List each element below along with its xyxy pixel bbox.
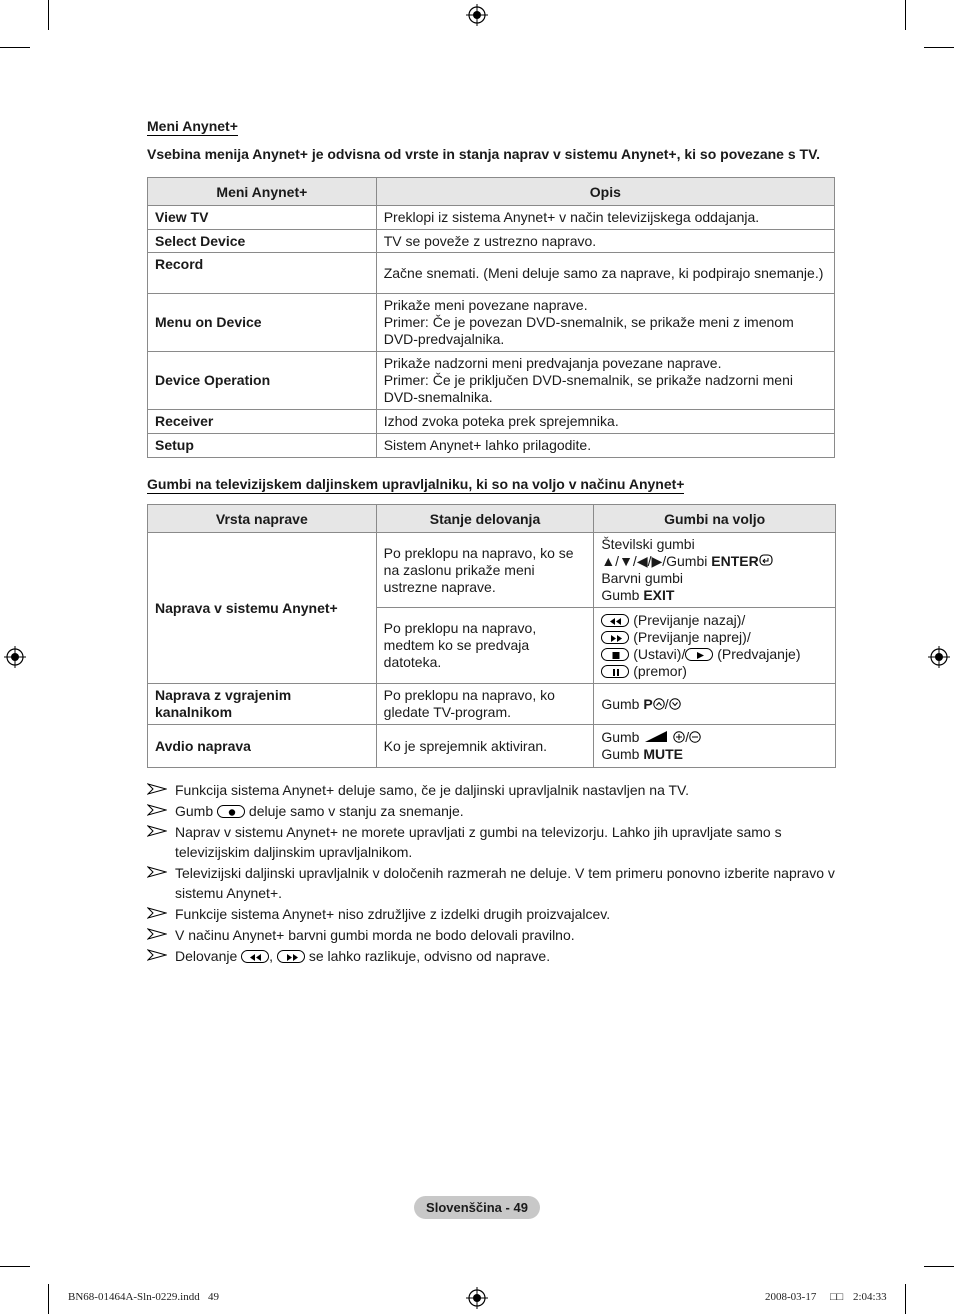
note-text: V načinu Anynet+ barvni gumbi morda ne bodo delovali pravilno. [175,927,575,943]
menu-item-desc: Preklopi iz sistema Anynet+ v način televizijskega oddajanja. [376,206,834,230]
note-text: , [269,948,274,964]
table-row [148,725,836,768]
buttons-text: (Previjanje nazaj)/ [633,611,746,628]
crop-mark [905,0,906,30]
note-item [147,925,837,945]
menu-item-name: Setup [148,434,377,458]
operation-state: Po preklopu na napravo, ko gledate TV-program. [376,684,594,725]
note-text: se lahko razlikuje, odvisno od naprave. [308,948,551,964]
operation-state: Po preklopu na napravo, medtem ko se predvaja datoteka. [376,608,594,684]
menu-item-desc-line: Prikaže nadzorni meni predvajanja povezane naprave. [383,355,722,371]
device-type: Naprava z vgrajenim kanalnikom [148,684,377,725]
table-row [148,230,835,253]
note-text: Naprav v sistemu Anynet+ ne morete upravljati z gumbi na televizorju. Lahko jih upravljate samo s televizijskim daljinskim upravljalnikom. [175,824,782,860]
mute-label: MUTE [643,746,684,762]
pause-icon [601,665,629,678]
crop-mark [905,1284,906,1314]
registration-mark-icon [928,646,950,668]
note-text: Funkcija sistema Anynet+ deluje samo, če je daljinski upravljalnik nastavljen na TV. [175,782,690,798]
print-date: 2008-03-17 [765,1291,817,1303]
crop-mark [48,1284,49,1314]
buttons-line [601,663,828,680]
menu-item-desc: Izhod zvoka poteka prek sprejemnika. [376,410,834,434]
note-item [147,904,837,924]
crop-mark [924,1266,954,1267]
available-buttons [594,533,836,608]
column-header: Gumbi na voljo [594,505,836,533]
buttons-text: Gumb [601,746,644,762]
menu-item-name: Record [148,253,377,294]
note-item [147,780,837,800]
buttons-text: (Ustavi)/ [633,645,686,662]
registration-mark-icon [466,1287,488,1309]
buttons-line [601,746,828,763]
buttons-text: Gumb [601,587,644,603]
column-header: Opis [376,178,834,206]
menu-item-desc: TV se poveže z ustrezno napravo. [376,230,834,253]
note-item [147,801,837,821]
device-type: Naprava v sistemu Anynet+ [148,533,377,684]
registration-mark-icon [4,646,26,668]
menu-item-desc: Začne snemati. (Meni deluje samo za naprave, ki podpirajo snemanje.) [376,253,834,294]
fast-forward-icon [601,631,629,644]
buttons-text: (Predvajanje) [717,645,801,662]
menu-item-desc-example: Primer: Če je priključen DVD-snemalnik, se prikaže nadzorni meni DVD-snemalnika. [383,372,793,405]
channel-label: P [643,695,653,712]
menu-item-desc-example: Primer: Če je povezan DVD-snemalnik, se prikaže meni z imenom DVD-predvajalnika. [383,314,794,347]
buttons-text: Gumb [601,695,644,712]
buttons-line: Gumb / [601,729,828,746]
buttons-line: Številski gumbi [601,536,695,552]
section-title: Meni Anynet+ [147,118,238,134]
buttons-text: ▲/▼/◀/▶/Gumbi [601,553,712,569]
section-title: Gumbi na televizijskem daljinskem upravljalniku, ki so na voljo v načinu Anynet+ [147,476,685,492]
available-buttons [594,725,836,768]
buttons-text: Gumb [601,729,644,745]
note-text: Funkcije sistema Anynet+ niso združljive z izdelki drugih proizvajalcev. [175,906,611,922]
crop-mark [0,47,30,48]
operation-state: Po preklopu na napravo, ko se na zaslonu prikaže meni ustrezne naprave. [376,533,594,608]
registration-mark-icon [466,4,488,26]
volume-up-icon [673,731,685,743]
column-header: Vrsta naprave [148,505,377,533]
menu-item-name: Menu on Device [148,294,377,352]
enter-icon [759,554,775,566]
column-header: Meni Anynet+ [148,178,377,206]
menu-item-desc: Sistem Anynet+ lahko prilagodite. [376,434,834,458]
buttons-line [601,587,828,604]
note-arrow-icon [147,825,167,837]
channel-down-icon [669,698,681,710]
table-row [148,410,835,434]
page-number-badge: Slovenščina - 49 [414,1196,540,1219]
buttons-line [601,629,828,646]
exit-label: EXIT [643,587,675,603]
menu-item-name: Receiver [148,410,377,434]
buttons-text: (premor) [633,662,687,679]
note-arrow-icon [147,866,167,878]
print-file-info: BN68-01464A-Sln-0229.indd 49 [68,1291,219,1303]
volume-down-icon [689,731,701,743]
device-type: Avdio naprava [148,725,377,768]
notes-list [147,780,837,967]
table-row [148,434,835,458]
note-arrow-icon [147,804,167,816]
note-text: Delovanje [175,948,238,964]
note-arrow-icon [147,783,167,795]
print-time: 2:04:33 [853,1291,887,1303]
note-item [147,822,837,862]
remote-buttons-table [147,504,836,768]
crop-mark [48,0,49,30]
table-row [148,533,836,608]
buttons-text: (Previjanje naprej)/ [633,628,751,645]
buttons-line [601,612,828,629]
menu-item-desc [376,352,834,410]
stop-icon [601,648,629,661]
buttons-line [601,646,828,663]
rewind-icon [241,950,269,963]
menu-item-desc-line: Prikaže meni povezane naprave. [383,297,588,313]
buttons-line [601,553,828,570]
table-row [148,684,836,725]
column-header: Stanje delovanja [376,505,594,533]
note-arrow-icon [147,907,167,919]
table-row [148,294,835,352]
note-item [147,863,837,903]
note-text: deluje samo v stanju za snemanje. [248,803,464,819]
menu-item-desc [376,294,834,352]
menu-item-name: Select Device [148,230,377,253]
menu-item-name: Device Operation [148,352,377,410]
table-row [148,206,835,230]
crop-mark [0,1266,30,1267]
available-buttons: Gumb P / [594,684,836,725]
intro-text: Vsebina menija Anynet+ je odvisna od vrste in stanja naprav v sistemu Anynet+, ki so povezane s TV. [147,146,821,162]
record-icon [217,805,245,818]
fast-forward-icon [277,950,305,963]
volume-icon [643,730,669,743]
note-arrow-icon [147,928,167,940]
rewind-icon [601,614,629,627]
channel-up-icon [653,698,665,710]
crop-mark [924,47,954,48]
play-icon [685,648,713,661]
note-text: Televizijski daljinski upravljalnik v določenih razmerah ne deluje. V tem primeru ponovno izberite napravo v sistemu Anynet+. [175,865,835,901]
table-row [148,253,835,294]
note-arrow-icon [147,949,167,961]
menu-item-name: View TV [148,206,377,230]
note-item [147,946,837,966]
print-garbled-text: □□ [830,1291,844,1303]
anynet-menu-table [147,177,835,458]
note-text: Gumb [175,803,214,819]
available-buttons [594,608,836,684]
table-row [148,352,835,410]
operation-state: Ko je sprejemnik aktiviran. [376,725,594,768]
enter-label: ENTER [711,553,759,569]
buttons-line: Barvni gumbi [601,570,684,586]
